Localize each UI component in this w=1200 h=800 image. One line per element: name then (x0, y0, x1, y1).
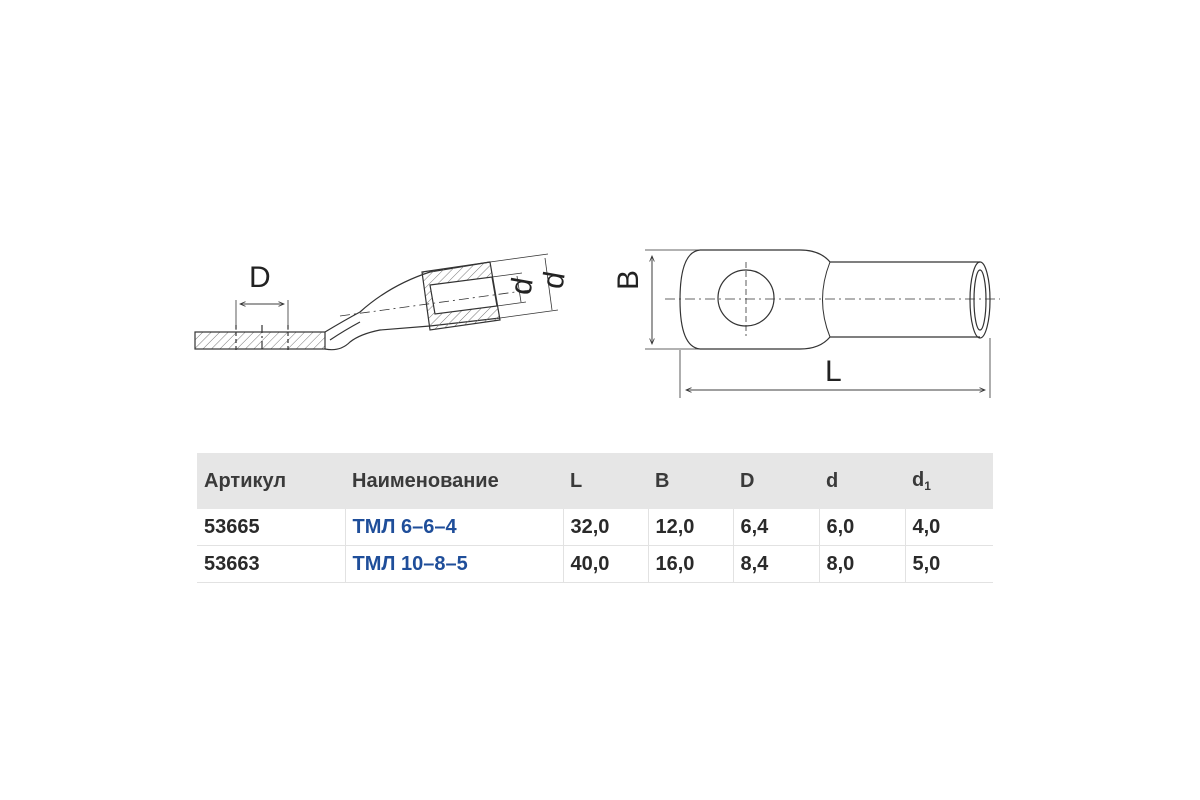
header-name: Наименование (345, 453, 563, 509)
dim-B-label: B (612, 269, 645, 290)
cell-D: 6,4 (733, 509, 819, 546)
cell-d1: 5,0 (905, 546, 993, 583)
dim-d-label: d (504, 275, 540, 298)
dim-d1-label: d (536, 269, 572, 292)
cell-d1: 4,0 (905, 509, 993, 546)
table-row (197, 546, 993, 583)
header-L: L (563, 453, 648, 509)
header-article: Артикул (197, 453, 345, 509)
specs-table-container (197, 453, 993, 583)
table-row (197, 509, 993, 546)
cell-d: 6,0 (819, 509, 905, 546)
cell-D: 8,4 (733, 546, 819, 583)
cell-B: 12,0 (648, 509, 733, 546)
dim-D-label: D (249, 261, 271, 294)
specs-table (197, 453, 993, 583)
cell-L: 40,0 (563, 546, 648, 583)
top-view (645, 250, 1000, 398)
header-d1-base: d (912, 469, 925, 491)
header-D: D (733, 453, 819, 509)
cell-L: 32,0 (563, 509, 648, 546)
cell-d: 8,0 (819, 546, 905, 583)
cell-article: 53663 (197, 546, 345, 583)
table-header-row (197, 453, 993, 509)
header-d1 (905, 453, 993, 509)
cell-article: 53665 (197, 509, 345, 546)
header-d: d (819, 453, 905, 509)
dim-L-label: L (825, 355, 842, 388)
cell-name[interactable]: ТМЛ 6–6–4 (345, 509, 563, 546)
cell-B: 16,0 (648, 546, 733, 583)
cell-name[interactable]: ТМЛ 10–8–5 (345, 546, 563, 583)
header-B: B (648, 453, 733, 509)
header-d1-sub: 1 (924, 479, 931, 493)
